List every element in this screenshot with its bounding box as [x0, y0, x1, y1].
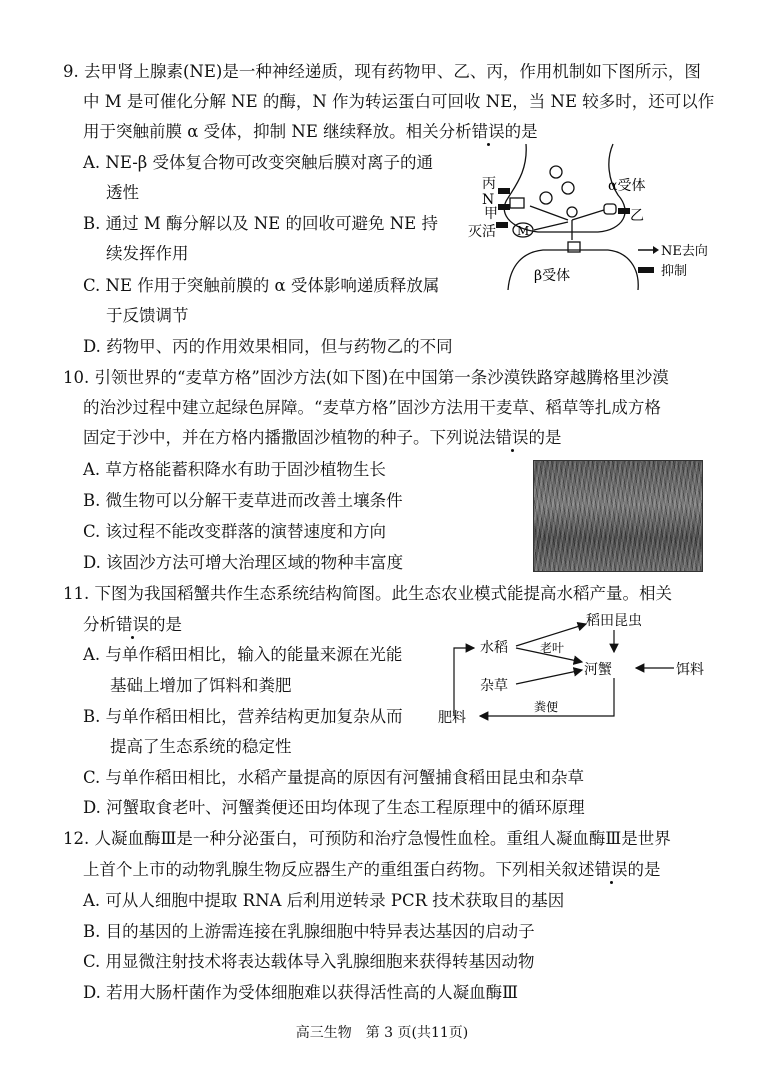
q9-line-3-b: 的是 — [504, 122, 538, 141]
arrow-weed-crab — [516, 670, 582, 684]
q11-option-a-line2: 基础上增加了饵料和粪肥 — [110, 676, 292, 695]
q11-option-b-line2: 提高了生态系统的稳定性 — [110, 737, 292, 756]
q11-option-b-line1: B. 与单作稻田相比，营养结构更加复杂从而 — [83, 707, 403, 726]
label-yi: 乙 — [630, 208, 644, 224]
inhibit-symbol — [496, 222, 508, 228]
synapse-diagram — [468, 140, 718, 300]
page-footer: 高三生物 第 3 页(共11页) — [295, 1025, 469, 1041]
transporter-n — [510, 198, 524, 208]
arrow-manure-rice — [454, 648, 474, 716]
q11-option-d: D. 河蟹取食老叶、河蟹粪便还田均体现了生态工程原理中的循环原理 — [83, 798, 585, 817]
q10-option-b: B. 微生物可以分解干麦草进而改善土壤条件 — [83, 491, 403, 510]
q11-line-2-a: 分析 — [83, 615, 116, 634]
node-manure: 肥料 — [438, 710, 466, 726]
q9-line-2: 中 M 是可催化分解 NE 的酶，N 作为转运蛋白可回收 NE，当 NE 较多时，还可以作 — [83, 92, 715, 111]
q10-line-2: 的治沙过程中建立起绿色屏障。“麦草方格”固沙方法用干麦草、稻草等扎成方格 — [83, 398, 661, 417]
q12-option-a: A. 可从人细胞中提取 RNA 后利用逆转录 PCR 技术获取目的基因 — [83, 891, 565, 910]
label-feces: 粪便 — [534, 700, 559, 714]
q9-option-c-line2: 于反馈调节 — [106, 306, 189, 325]
q12-option-b: B. 目的基因的上游需连接在乳腺细胞中特异表达基因的启动子 — [83, 922, 535, 941]
vesicle — [540, 192, 552, 204]
inhibit-symbol — [618, 208, 630, 214]
postsynaptic-membrane — [508, 250, 638, 290]
q12-option-d: D. 若用大肠杆菌作为受体细胞难以获得活性高的人凝血酶Ⅲ — [83, 983, 519, 1002]
q10-line-3-a: 固定于沙中，并在方格内播撒固沙植物的种子。下列说法 — [83, 428, 496, 447]
rice-crab-diagram — [436, 612, 716, 727]
q12-line-2 — [83, 860, 661, 880]
alpha-receptor — [604, 204, 616, 214]
legend-inhibit: 抑制 — [661, 264, 688, 279]
q12-emphasis: 错误 — [594, 860, 628, 879]
vesicle — [562, 182, 574, 194]
q12-line-2-a: 上首个上市的动物乳腺生物反应器生产的重组蛋白药物。下列相关叙述 — [83, 860, 595, 879]
q9-option-c-line1: C. NE 作用于突触前膜的 α 受体影响递质释放属 — [83, 276, 440, 295]
q9-option-b-line2: 续发挥作用 — [106, 244, 189, 263]
label-beta-receptor: β受体 — [534, 268, 571, 284]
q10-option-a: A. 草方格能蓄积降水有助于固沙植物生长 — [83, 460, 386, 479]
vesicle — [550, 166, 562, 178]
q12-line-2-b: 的是 — [627, 860, 661, 879]
q11-emphasis: 错误 — [116, 615, 149, 634]
q9-line-1: 9. 去甲肾上腺素(NE)是一种神经递质，现有药物甲、乙、丙，作用机制如下图所示，图 — [63, 62, 701, 81]
q11-line-1: 11. 下图为我国稻蟹共作生态系统结构简图。此生态农业模式能提高水稻产量。相关 — [63, 584, 672, 603]
q9-line-3 — [83, 122, 538, 142]
label-jia: 甲 — [484, 206, 498, 222]
inhibit-symbol — [498, 188, 510, 194]
q9-option-a-line1: A. NE-β 受体复合物可改变突触后膜对离子的通 — [83, 153, 434, 172]
q11-line-2 — [83, 615, 182, 635]
q9-option-d: D. 药物甲、丙的作用效果相同，但与药物乙的不同 — [83, 337, 453, 356]
q9-option-b-line1: B. 通过 M 酶分解以及 NE 的回收可避免 NE 持 — [83, 214, 438, 233]
node-weed: 杂草 — [480, 678, 508, 694]
q9-option-a-line2: 透性 — [106, 183, 139, 202]
inhibit-symbol — [498, 204, 510, 210]
label-oldleaf: 老叶 — [540, 641, 565, 655]
q12-line-1: 12. 人凝血酶Ⅲ是一种分泌蛋白，可预防和治疗急慢性血栓。重组人凝血酶Ⅲ是世界 — [63, 829, 671, 848]
node-rice: 水稻 — [480, 640, 508, 656]
q10-line-3 — [83, 428, 562, 448]
q10-option-d: D. 该固沙方法可增大治理区域的物种丰富度 — [83, 553, 404, 572]
node-feed: 饵料 — [676, 662, 704, 678]
q11-option-c: C. 与单作稻田相比，水稻产量提高的原因有河蟹捕食稻田昆虫和杂草 — [83, 768, 585, 787]
ne-arrow — [530, 206, 568, 220]
q9-emphasis: 错误 — [471, 122, 505, 141]
q10-line-1: 10. 引领世界的“麦草方格”固沙方法(如下图)在中国第一条沙漠铁路穿越腾格里沙漠 — [63, 368, 669, 387]
label-m: M — [517, 224, 530, 238]
ne-arrow — [534, 222, 568, 230]
node-crab: 河蟹 — [584, 662, 612, 678]
q10-option-c: C. 该过程不能改变群落的演替速度和方向 — [83, 522, 387, 541]
legend-arrowhead — [653, 246, 659, 254]
legend-inhibit-symbol — [638, 267, 654, 273]
vesicle — [567, 207, 577, 217]
legend-ne: NE去向 — [661, 244, 708, 259]
straw-checkerboard-photo — [533, 460, 703, 572]
q12-option-c: C. 用显微注射技术将表达载体导入乳腺细胞来获得转基因动物 — [83, 952, 535, 971]
q10-line-3-b: 的是 — [528, 428, 562, 447]
node-insect: 稻田昆虫 — [586, 613, 642, 629]
q10-emphasis: 错误 — [495, 428, 529, 447]
label-alpha-receptor: α受体 — [608, 178, 646, 194]
label-miehuo: 灭活 — [468, 224, 496, 240]
label-n: N — [482, 192, 495, 208]
label-bing: 丙 — [482, 176, 496, 192]
q9-line-3-a: 用于突触前膜 α 受体，抑制 NE 继续释放。相关分析 — [83, 122, 472, 141]
q11-line-2-b: 的是 — [149, 615, 182, 634]
q11-option-a-line1: A. 与单作稻田相比，输入的能量来源在光能 — [83, 645, 403, 664]
